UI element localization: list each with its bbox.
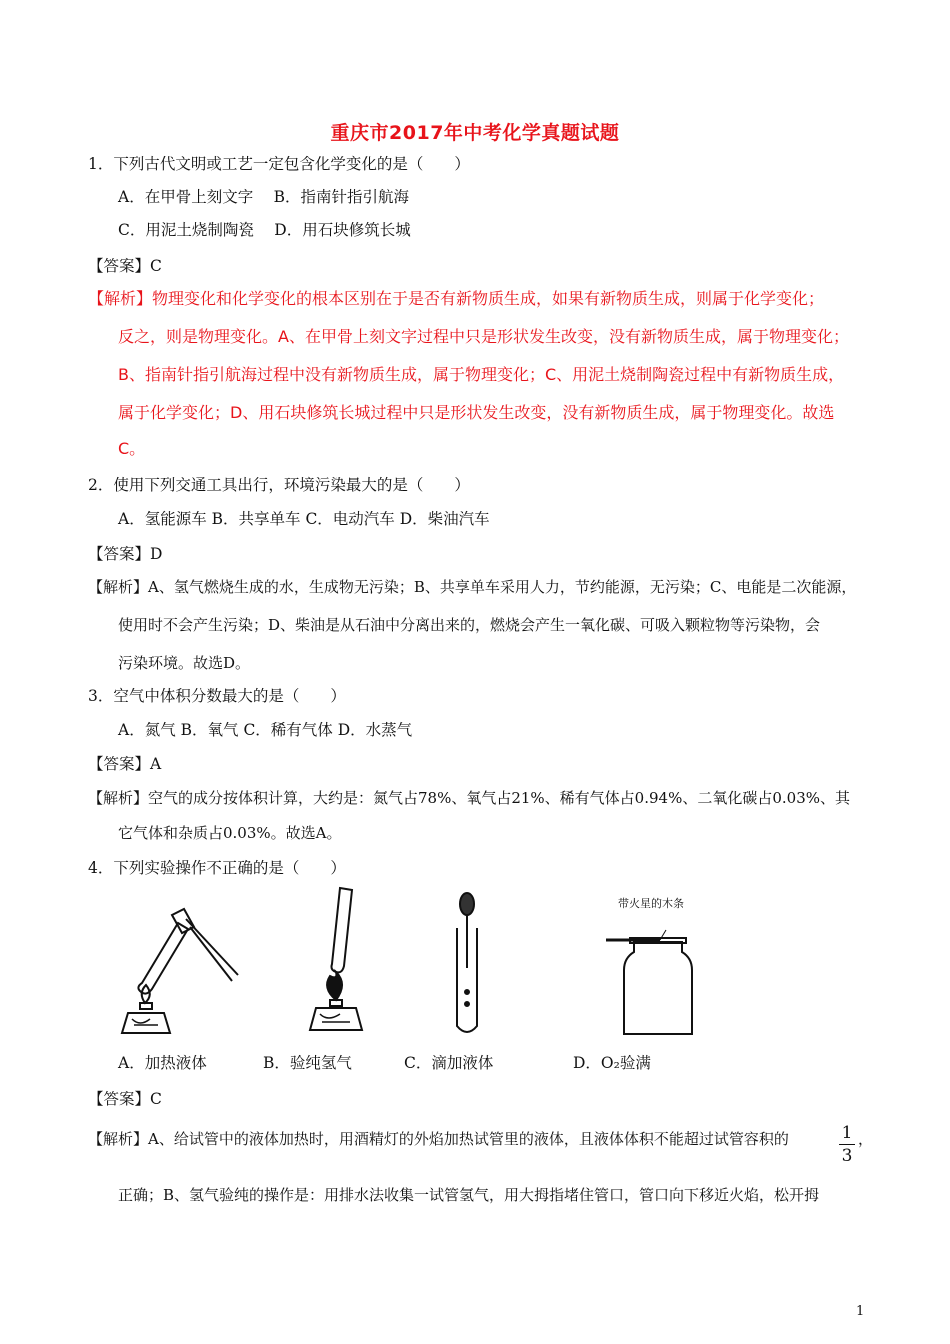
q4-stem: 4．下列实验操作不正确的是（ ） (88, 859, 346, 877)
fraction-one-third (838, 1124, 856, 1165)
figure-d-label: 带火星的木条 (618, 897, 684, 910)
q1-explanation-line: B、指南针指引航海过程中没有新物质生成，属于物理变化；C、用泥土烧制陶瓷过程中有新物质生成， (118, 365, 845, 384)
q2-explanation-line: 污染环境。故选D。 (118, 654, 251, 672)
q2-stem: 2．使用下列交通工具出行，环境污染最大的是（ ） (88, 476, 470, 494)
q3-explanation-line: 它气体和杂质占0.03%。故选A。 (118, 824, 342, 842)
page-title: 重庆市2017年中考化学真题试题 (330, 122, 620, 144)
q2-options: A．氢能源车 B．共享单车 C．电动汽车 D．柴油汽车 (118, 510, 490, 528)
q2-explanation-line: 【解析】A、氢气燃烧生成的水，生成物无污染；B、共享单车采用人力，节约能源，无污染；C、电能是二次能源， (88, 578, 857, 596)
q1-stem: 1．下列古代文明或工艺一定包含化学变化的是（ ） (88, 155, 470, 173)
q1-explanation-line: 属于化学变化；D、用石块修筑长城过程中只是形状发生改变，没有新物质生成，属于物理变化。故选 (118, 403, 835, 422)
q1-explanation-line: 反之，则是物理变化。A、在甲骨上刻文字过程中只是形状发生改变，没有新物质生成，属于物理变化； (118, 327, 849, 346)
figure-c-caption: C．滴加液体 (404, 1054, 494, 1072)
q1-explanation-line: C。 (118, 439, 146, 458)
fraction-bar (839, 1144, 855, 1145)
page-number: 1 (856, 1304, 865, 1319)
q1-options-cd: C．用泥土烧制陶瓷 D．用石块修筑长城 (118, 221, 411, 239)
q3-explanation-line: 【解析】空气的成分按体积计算，大约是：氮气占78%、氧气占21%、稀有气体占0.94%、二氧化碳占0.03%、其 (88, 789, 850, 807)
q1-explanation-line: 【解析】物理变化和化学变化的根本区别在于是否有新物质生成，如果有新物质生成，则属于化学变化； (88, 289, 825, 308)
q2-explanation-line: 使用时不会产生污染；D、柴油是从石油中分离出来的，燃烧会产生一氧化碳、可吸入颗粒物等污染物，会 (118, 616, 821, 634)
figure-b-caption: B．验纯氢气 (263, 1054, 352, 1072)
q4-answer: 【答案】C (88, 1090, 162, 1108)
q3-answer: 【答案】A (88, 755, 162, 773)
q1-answer: 【答案】C (88, 257, 162, 275)
q4-explanation-line: 正确；B、氢气验纯的操作是：用排水法收集一试管氢气，用大拇指堵住管口，管口向下移近火焰，松开拇 (118, 1186, 820, 1204)
figure-b-hydrogen-test (300, 888, 390, 1038)
fraction-numerator: 1 (841, 1123, 853, 1143)
q3-options: A．氮气 B．氧气 C．稀有气体 D．水蒸气 (118, 721, 413, 739)
q4-explanation-comma: ， (858, 1130, 874, 1148)
q4-explanation-line: 【解析】A、给试管中的液体加热时，用酒精灯的外焰加热试管里的液体，且液体体积不能超过试管容积的 (88, 1130, 789, 1148)
figure-a-heating-liquid (120, 905, 250, 1040)
fraction-denominator: 3 (841, 1146, 853, 1166)
figure-a-caption: A．加热液体 (118, 1054, 207, 1072)
q3-stem: 3．空气中体积分数最大的是（ ） (88, 687, 346, 705)
q2-answer: 【答案】D (88, 545, 163, 563)
figure-d-caption: D．O₂验满 (573, 1054, 651, 1072)
figure-c-dropping-liquid (445, 888, 495, 1038)
q1-options-ab: A．在甲骨上刻文字 B．指南针指引航海 (118, 188, 410, 206)
